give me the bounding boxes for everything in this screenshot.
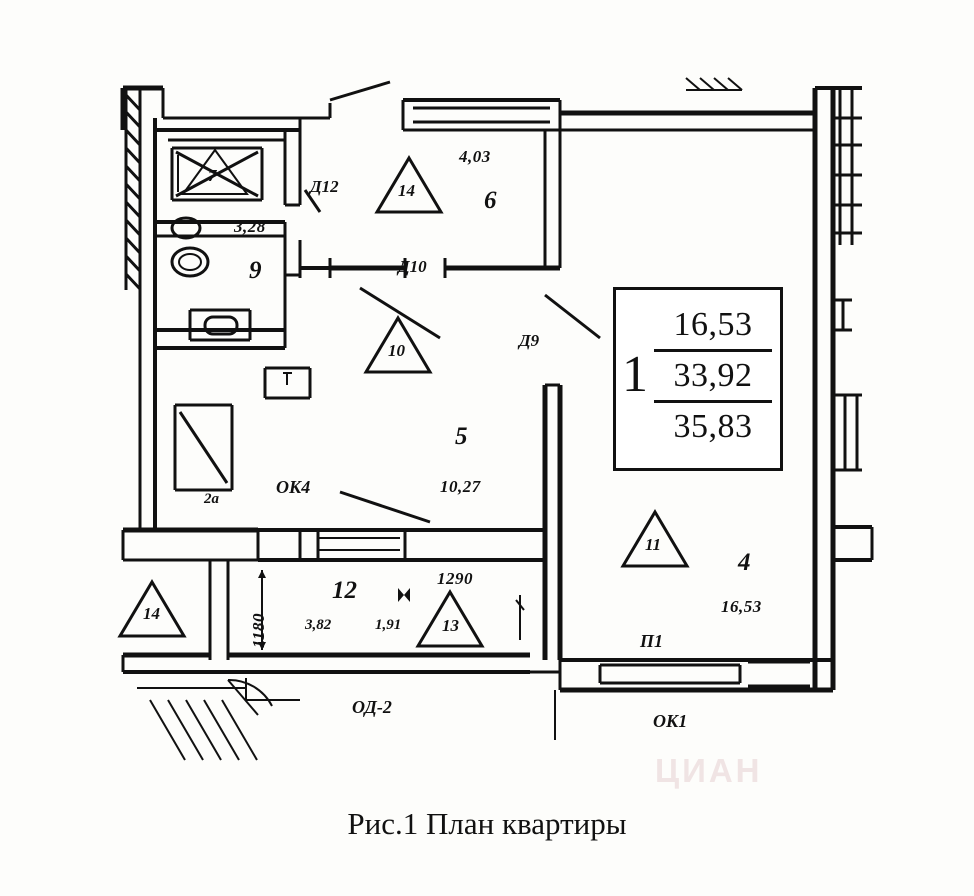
room-9-dimension: 3,28 bbox=[234, 217, 266, 236]
room-number-9: 9 bbox=[249, 257, 262, 284]
triangle-marker-14-left: 14 bbox=[143, 604, 160, 623]
window-label-ok1: ОК1 bbox=[653, 711, 688, 731]
triangle-marker-7: 7 bbox=[208, 166, 217, 185]
area-divider-bottom bbox=[654, 400, 772, 403]
triangle-marker-11-right: 11 bbox=[645, 535, 662, 554]
total-area-with-value: 35,83 bbox=[673, 408, 753, 445]
room-12-dimension: 3,82 bbox=[305, 617, 332, 633]
room-13-dimension: 1,91 bbox=[375, 617, 402, 633]
dimension-2a: 2а bbox=[204, 491, 219, 507]
room-number-4: 4 bbox=[738, 549, 751, 576]
area-divider-top bbox=[654, 349, 772, 352]
living-area-value: 16,53 bbox=[673, 306, 753, 343]
room-number-6: 6 bbox=[484, 187, 497, 214]
room-4-dimension: 16,53 bbox=[721, 597, 762, 616]
room-6-dimension: 4,03 bbox=[459, 147, 491, 166]
door-label-d9: Д9 bbox=[519, 331, 540, 350]
room-5-dimension: 10,27 bbox=[440, 477, 481, 496]
room-number-12: 12 bbox=[332, 577, 357, 604]
figure-caption: Рис.1 План квартиры bbox=[347, 806, 627, 841]
window-label-p1: П1 bbox=[640, 631, 664, 651]
total-area-without-value: 33,92 bbox=[673, 357, 753, 394]
triangle-marker-10: 10 bbox=[388, 341, 405, 360]
door-label-d12: Д12 bbox=[310, 177, 339, 196]
watermark-cian: ЦИАН bbox=[655, 752, 763, 789]
dimension-1180: 1180 bbox=[249, 612, 268, 648]
triangle-marker-13: 13 bbox=[442, 616, 459, 635]
window-label-ok4: ОК4 bbox=[276, 477, 311, 497]
window-label-od2: ОД-2 bbox=[352, 697, 392, 717]
door-label-d10: Д10 bbox=[398, 257, 427, 276]
rooms-count: 1 bbox=[622, 346, 648, 403]
area-values bbox=[645, 292, 781, 460]
triangle-marker-14-top: 14 bbox=[398, 181, 415, 200]
room-number-5: 5 bbox=[455, 423, 468, 450]
dimension-1290: 1290 bbox=[437, 569, 473, 588]
